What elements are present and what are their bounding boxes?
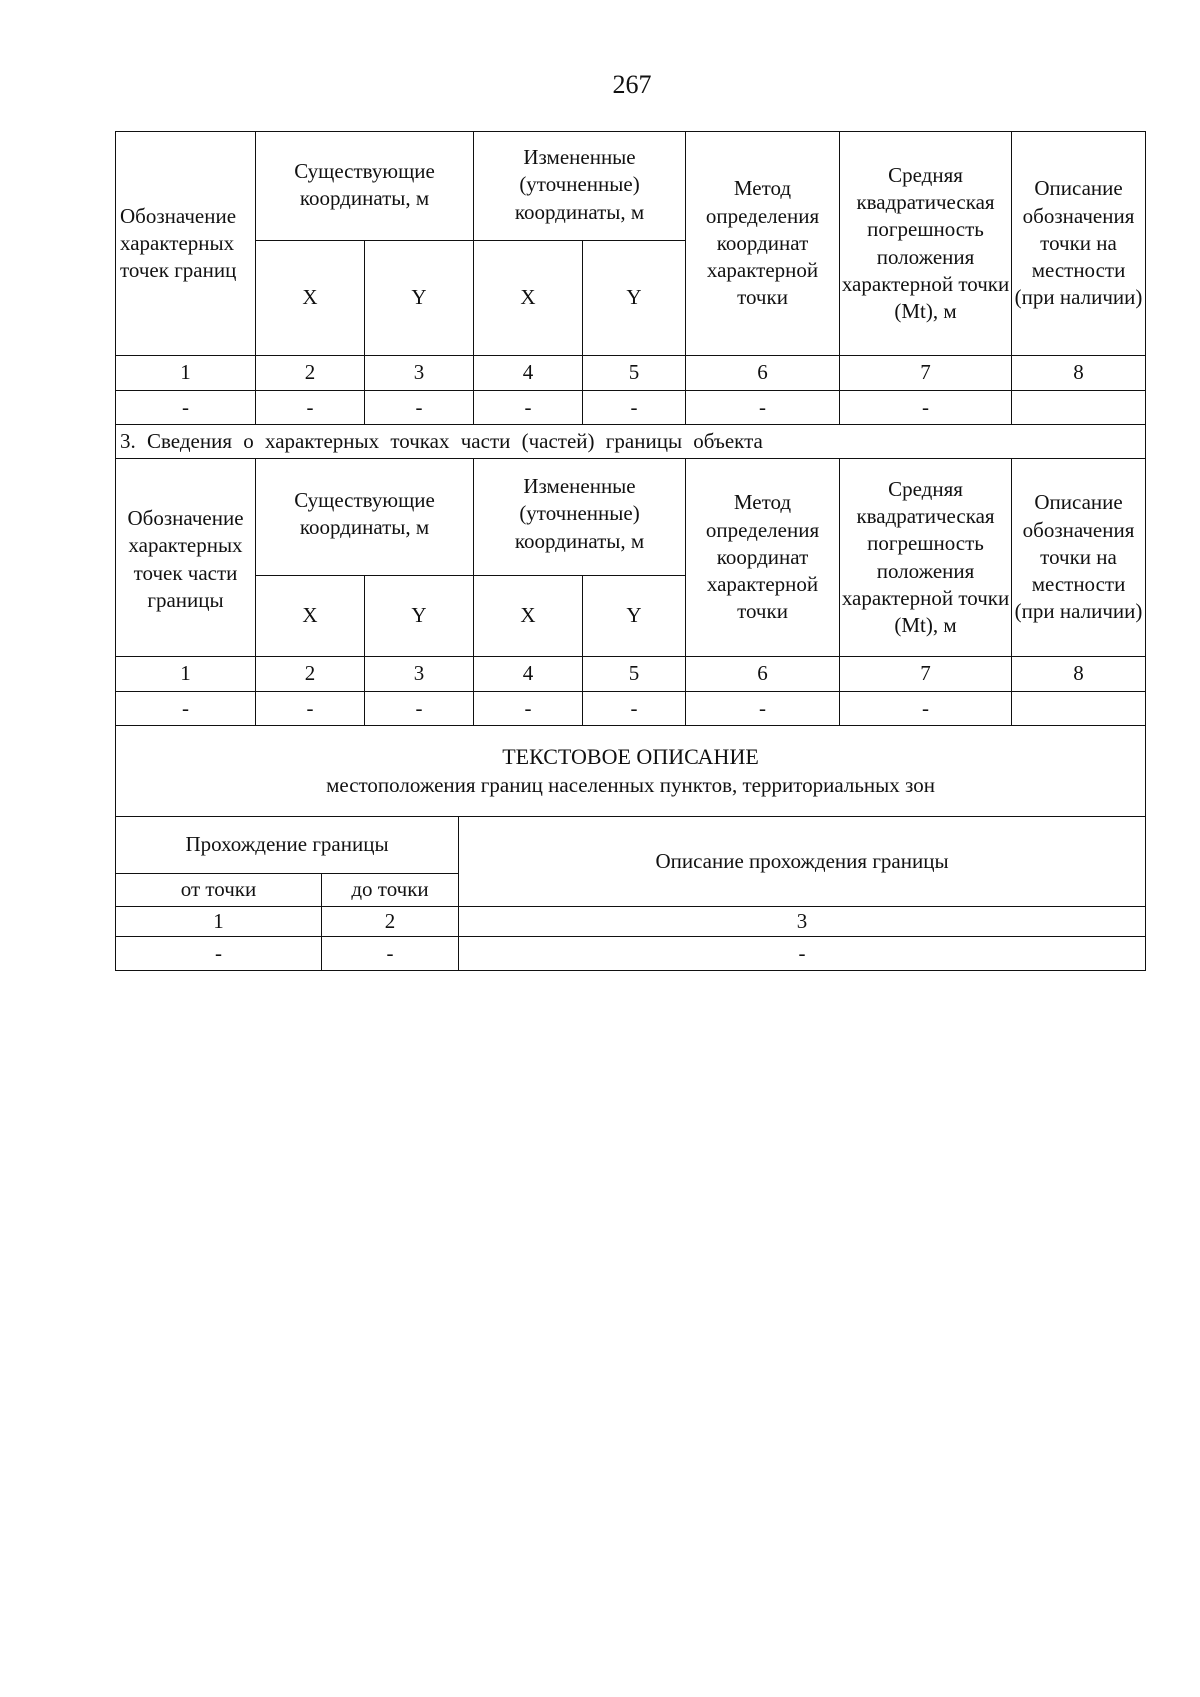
header-method: Метод определения координат характерной точки (686, 132, 840, 356)
text-description-title: ТЕКСТОВОЕ ОПИСАНИЕ (502, 744, 759, 770)
column-number: 7 (840, 356, 1012, 391)
page-number: 267 (612, 70, 652, 99)
header-passage-description: Описание прохождения границы (459, 817, 1146, 907)
cell (1012, 692, 1146, 726)
column-number: 8 (1012, 657, 1146, 692)
header-point-designation: Обозначение характерных точек границ (116, 132, 256, 356)
header-description: Описание обозначения точки на местности (при наличии) (1012, 459, 1146, 657)
column-number: 4 (474, 356, 583, 391)
header-changed-coordinates: Измененные (уточненные) координаты, м (474, 132, 686, 241)
cell: - (583, 391, 686, 425)
column-numbers-row (116, 657, 1146, 692)
cell: - (474, 692, 583, 726)
data-row (116, 391, 1146, 425)
column-number: 6 (686, 356, 840, 391)
coordinates-table (115, 131, 1146, 817)
column-number: 6 (686, 657, 840, 692)
column-number: 4 (474, 657, 583, 692)
cell (1012, 391, 1146, 425)
column-number: 1 (116, 907, 322, 937)
column-numbers-row (116, 356, 1146, 391)
header-changed-coordinates: Измененные (уточненные) координаты, м (474, 459, 686, 576)
header-accuracy: Средняя квадратическая погрешность положения характерной точки (Mt), м (840, 459, 1012, 657)
text-description-subtitle: местоположения границ населенных пунктов, территориальных зон (326, 772, 935, 797)
header-changed-x: X (474, 576, 583, 657)
column-number: 8 (1012, 356, 1146, 391)
cell: - (256, 391, 365, 425)
header-changed-y: Y (583, 576, 686, 657)
cell: - (686, 692, 840, 726)
header-method: Метод определения координат характерной точки (686, 459, 840, 657)
cell: - (840, 692, 1012, 726)
header-part-point-designation: Обозначение характерных точек части границы (116, 459, 256, 657)
header-changed-y: Y (583, 241, 686, 356)
cell: - (459, 937, 1146, 971)
header-description: Описание обозначения точки на местности (при наличии) (1012, 132, 1146, 356)
header-existing-y: Y (365, 576, 474, 657)
column-number: 3 (459, 907, 1146, 937)
data-row (116, 692, 1146, 726)
column-number: 7 (840, 657, 1012, 692)
cell: - (116, 692, 256, 726)
cell: - (116, 937, 322, 971)
column-number: 2 (322, 907, 459, 937)
column-number: 3 (365, 657, 474, 692)
header-from-point: от точки (116, 874, 322, 907)
cell: - (686, 391, 840, 425)
column-number: 3 (365, 356, 474, 391)
header-boundary-passage: Прохождение границы (116, 817, 459, 874)
column-number: 5 (583, 657, 686, 692)
cell: - (256, 692, 365, 726)
cell: - (583, 692, 686, 726)
column-number: 1 (116, 657, 256, 692)
header-accuracy: Средняя квадратическая погрешность положения характерной точки (Mt), м (840, 132, 1012, 356)
cell: - (322, 937, 459, 971)
section-3-title: 3. Сведения о характерных точках части (частей) границы объекта (116, 425, 1146, 459)
column-number: 1 (116, 356, 256, 391)
header-changed-x: X (474, 241, 583, 356)
column-numbers-row (116, 907, 1146, 937)
boundary-description-table (115, 816, 1146, 971)
header-existing-x: X (256, 241, 365, 356)
header-to-point: до точки (322, 874, 459, 907)
data-row (116, 937, 1146, 971)
column-number: 5 (583, 356, 686, 391)
cell: - (474, 391, 583, 425)
cell: - (365, 391, 474, 425)
cell: - (365, 692, 474, 726)
header-existing-y: Y (365, 241, 474, 356)
column-number: 2 (256, 657, 365, 692)
cell: - (116, 391, 256, 425)
column-number: 2 (256, 356, 365, 391)
text-description-block (116, 726, 1146, 817)
header-existing-x: X (256, 576, 365, 657)
cell: - (840, 391, 1012, 425)
header-existing-coordinates: Существующие координаты, м (256, 459, 474, 576)
header-existing-coordinates: Существующие координаты, м (256, 132, 474, 241)
